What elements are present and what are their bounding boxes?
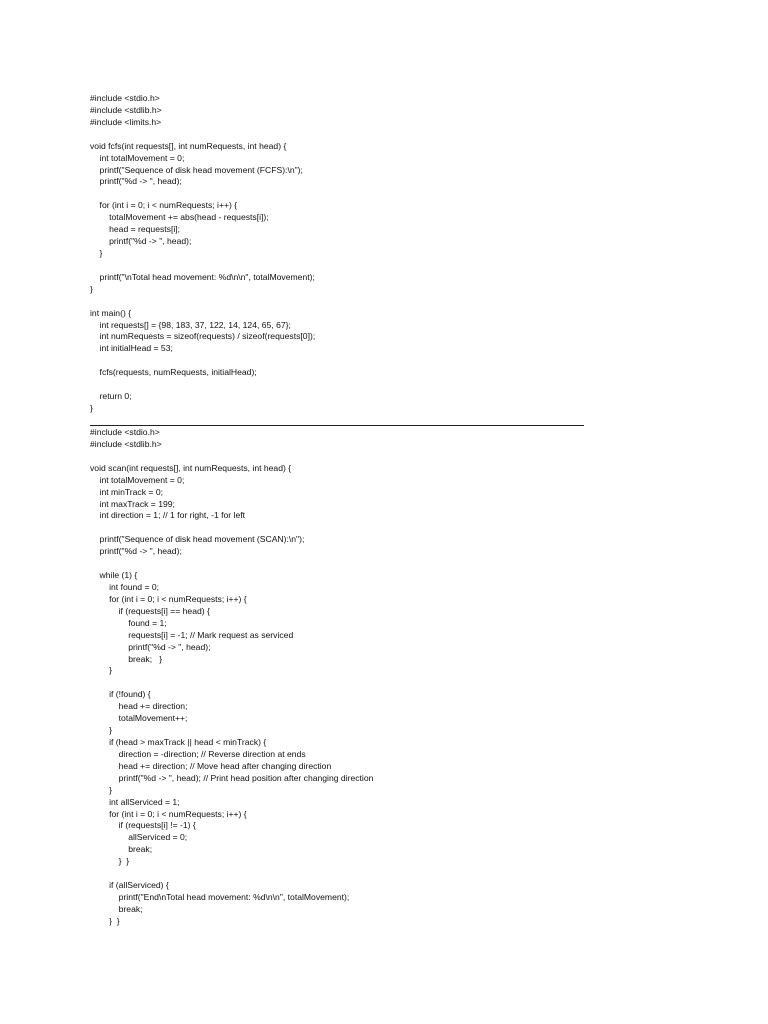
code-block-fcfs: #include <stdio.h> #include <stdlib.h> #include <limits.h> void fcfs(int requests[], int numRequests, int head) { int totalMovement = 0; printf("Sequence of disk head movement (FCFS):\n"); printf("%d -> ", head); for (int i = 0; i < numRequests; i++) { totalMovement += abs(head - requests[i]); head = requests[i]; printf("%d -> ", head); } printf("\nTotal head movement: %d\n\n", totalMovement); } int main() { int requests[] = {98, 183, 37, 122, 14, 124, 65, 67}; int numRequests = sizeof(requests) / sizeof(requests[0]); int initialHead = 53; fcfs(requests, numRequests, initialHead); return 0; } xyxy=(90,93,316,413)
horizontal-rule xyxy=(90,425,584,426)
code-block-scan: #include <stdio.h> #include <stdlib.h> void scan(int requests[], int numRequests, int head) { int totalMovement = 0; int minTrack = 0; int maxTrack = 199; int direction = 1; // 1 for right, -1 for left printf("Sequence of disk head movement (SCAN):\n"); printf("%d -> ", head); while (1) { int found = 0; for (int i = 0; i < numRequests; i++) { if (requests[i] == head) { found = 1; requests[i] = -1; // Mark request as serviced printf("%d -> ", head); break; } } if (!found) { head += direction; totalMovement++; } if (head > maxTrack || head < minTrack) { direction = -direction; // Reverse direction at ends head += direction; // Move head after changing direction printf("%d -> ", head); // Print head position after changing direction } int allServiced = 1; for (int i = 0; i < numRequests; i++) { if (requests[i] != -1) { allServiced = 0; break; } } if (allServiced) { printf("End\nTotal head movement: %d\n\n", totalMovement); break; } } xyxy=(90,427,374,926)
